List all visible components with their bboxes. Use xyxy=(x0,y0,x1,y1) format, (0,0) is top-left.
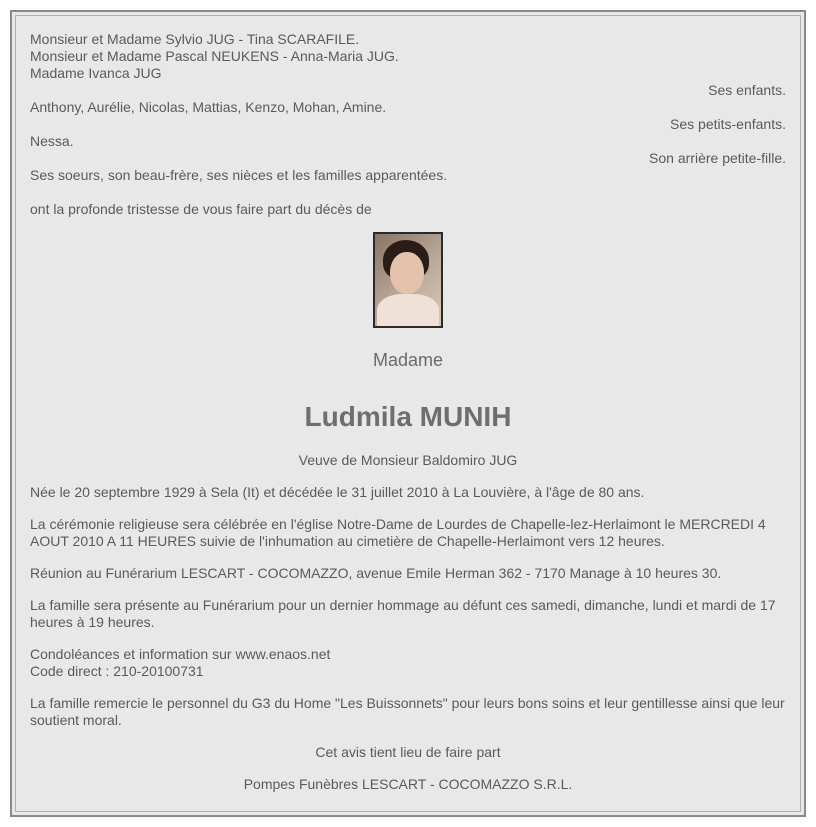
deceased-title: Madame xyxy=(372,350,444,370)
funeral-home-line: Pompes Funèbres LESCART - COCOMAZZO S.R.L. xyxy=(243,776,573,792)
children-label: Ses enfants. xyxy=(708,82,786,98)
announcement-line: ont la profonde tristesse de vous faire part du décès de xyxy=(30,201,372,217)
presence-paragraph: La famille sera présente au Funérarium pour un dernier hommage au défunt ces samedi, dimanche, lundi et mardi de 17 heures à 19 heures. xyxy=(30,597,776,630)
code-line: Code direct : 210-20100731 xyxy=(30,663,204,679)
widow-of-line: Veuve de Monsieur Baldomiro JUG xyxy=(298,452,518,468)
condolences-block xyxy=(30,646,786,680)
grandchildren-label: Ses petits-enfants. xyxy=(670,116,786,132)
great-grandchild-line: Nessa. xyxy=(30,133,74,149)
birth-death-line: Née le 20 septembre 1929 à Sela (It) et décédée le 31 juillet 2010 à La Louvière, à l'âge de 80 ans. xyxy=(30,484,645,500)
thanks-paragraph: La famille remercie le personnel du G3 du Home "Les Buissonnets" pour leurs bons soins et leur gentillesse ainsi que leur soutient moral. xyxy=(30,695,785,728)
deceased-photo xyxy=(373,232,443,328)
others-line: Ses soeurs, son beau-frère, ses nièces et les familles apparentées. xyxy=(30,167,448,183)
deceased-name: Ludmila MUNIH xyxy=(304,401,512,432)
grandchildren-line: Anthony, Aurélie, Nicolas, Mattias, Kenzo, Mohan, Amine. xyxy=(30,99,387,115)
condolences-line: Condoléances et information sur www.enaos.net xyxy=(30,646,331,662)
obituary-frame xyxy=(10,10,806,817)
great-grandchild-label: Son arrière petite-fille. xyxy=(649,150,786,166)
meeting-line: Réunion au Funérarium LESCART - COCOMAZZO, avenue Emile Herman 362 - 7170 Manage à 10 heures 30. xyxy=(30,565,722,581)
children-block xyxy=(30,31,786,99)
obituary-content xyxy=(30,31,786,793)
child-line-1: Monsieur et Madame Sylvio JUG - Tina SCARAFILE. xyxy=(30,31,360,47)
notice-line: Cet avis tient lieu de faire part xyxy=(315,744,501,760)
ceremony-paragraph: La cérémonie religieuse sera célébrée en l'église Notre-Dame de Lourdes de Chapelle-lez-Herlaimont le MERCREDI 4 AOUT 2010 A 11 HEURES suivie de l'inhumation au cimetière de Chapelle-Herlaimont vers 12 heures. xyxy=(30,516,766,549)
child-line-3: Madame Ivanca JUG xyxy=(30,65,162,81)
child-line-2: Monsieur et Madame Pascal NEUKENS - Anna-Maria JUG. xyxy=(30,48,399,64)
